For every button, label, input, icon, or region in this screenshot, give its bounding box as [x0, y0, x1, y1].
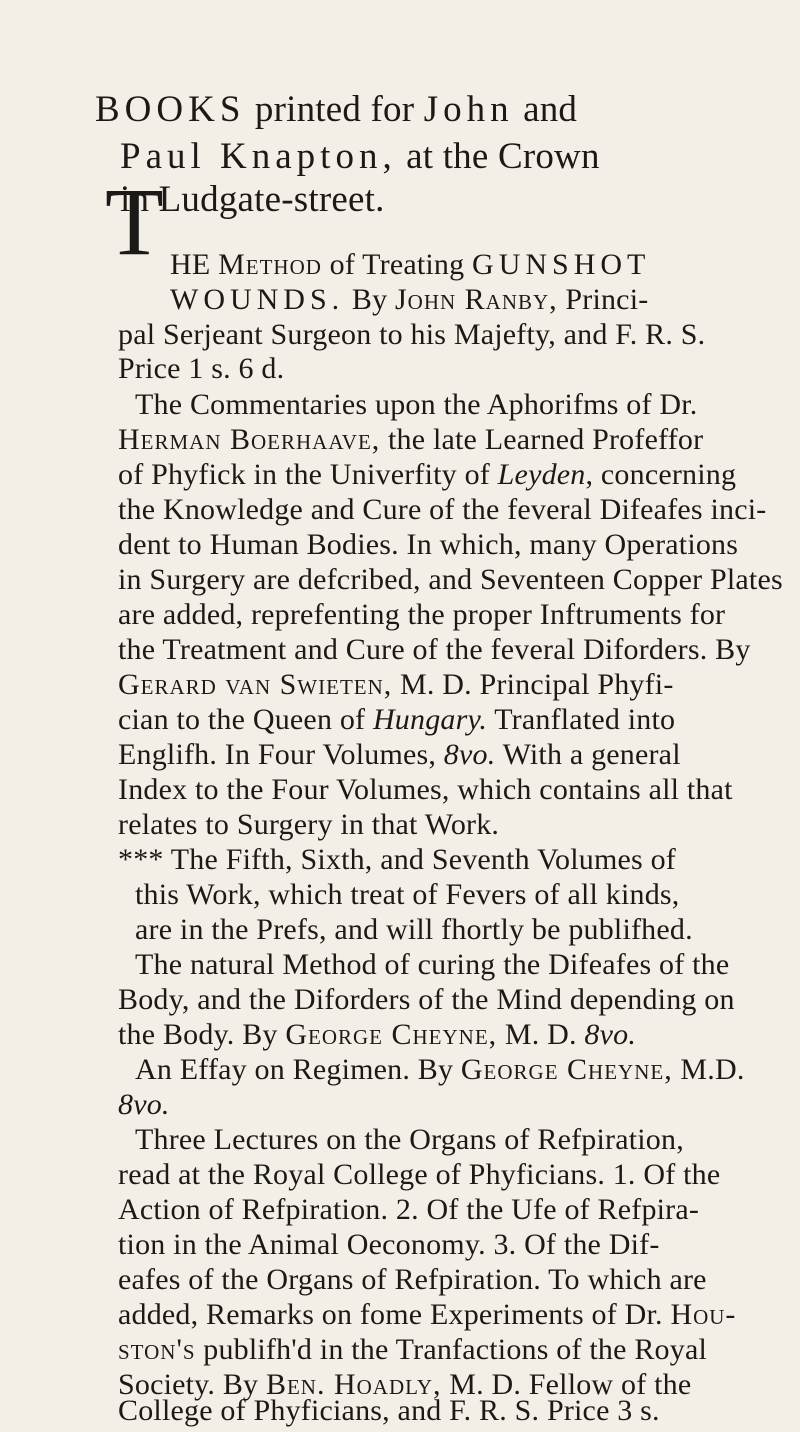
entry-2-line-13: relates to Surgery in that Work.: [118, 808, 500, 841]
entry-2-line-9: Gerard van Swieten, M. D. Principal Phyfi-: [118, 668, 674, 701]
entry-1-line-2: WOUNDS. By John Ranby, Princi-: [170, 283, 649, 316]
entry-5-line-2: read at the Royal College of Phyficians. 1. Of the: [118, 1158, 721, 1191]
header-line-2: Paul Knapton, at the Crown: [120, 136, 600, 177]
entry-5-line-4: tion in the Animal Oeconomy. 3. Of the Dif-: [118, 1228, 660, 1261]
entry-4-line-2: 8vo.: [118, 1088, 170, 1121]
entry-2-note-line-2: this Work, which treat of Fevers of all kinds,: [135, 878, 680, 911]
entry-2-note-line-3: are in the Prefs, and will fhortly be publifhed.: [135, 913, 693, 946]
entry-2-line-5: dent to Human Bodies. In which, many Operations: [118, 528, 739, 561]
entry-1-line-1: HE Method of Treating GUNSHOT: [170, 248, 651, 281]
header-line-1: BOOKS printed for John and: [95, 89, 578, 130]
entry-2-line-8: the Treatment and Cure of the feveral Diforders. By: [118, 633, 751, 666]
entry-4-line-1: An Effay on Regimen. By George Cheyne, M.D.: [135, 1053, 745, 1086]
entry-2-note-line-1: *** The Fifth, Sixth, and Seventh Volumes of: [118, 843, 676, 876]
entry-5-line-8: Society. By Ben. Hoadly, M. D. Fellow of the: [118, 1368, 692, 1401]
entry-2-line-12: Index to the Four Volumes, which contains all that: [118, 773, 733, 806]
entry-2-line-4: the Knowledge and Cure of the feveral Difeafes inci-: [118, 493, 767, 526]
entry-5-line-1: Three Lectures on the Organs of Refpiration,: [135, 1123, 684, 1156]
entry-5-line-3: Action of Refpiration. 2. Of the Ufe of Refpira-: [118, 1193, 700, 1226]
entry-2-line-6: in Surgery are defcribed, and Seventeen Copper Plates: [118, 563, 783, 596]
entry-5-line-7: ston's publifh'd in the Tranfactions of the Royal: [118, 1333, 707, 1366]
entry-5-line-9: College of Phyficians, and F. R. S. Price 3 s.: [118, 1394, 660, 1427]
entry-2-line-7: are added, reprefenting the proper Inftruments for: [118, 598, 726, 631]
entry-3-line-2: Body, and the Diforders of the Mind depending on: [118, 983, 735, 1016]
entry-3-line-1: The natural Method of curing the Difeafes of the: [135, 948, 730, 981]
entry-2-line-3: of Phyfick in the Univerfity of Leyden, concerning: [118, 458, 737, 491]
entry-2-line-1: The Commentaries upon the Aphorifms of Dr.: [135, 388, 698, 421]
entry-5-line-5: eafes of the Organs of Refpiration. To which are: [118, 1263, 707, 1296]
drop-cap: T: [105, 168, 164, 275]
entry-1-line-3: pal Serjeant Surgeon to his Majefty, and F. R. S.: [118, 318, 706, 351]
header-line-3: in Ludgate-street.: [120, 179, 385, 220]
entry-2-line-2: Herman Boerhaave, the late Learned Profeffor: [118, 423, 704, 456]
entry-1-line-4: Price 1 s. 6 d.: [118, 352, 285, 385]
entry-2-line-10: cian to the Queen of Hungary. Tranflated into: [118, 703, 676, 736]
entry-3-line-3: the Body. By George Cheyne, M. D. 8vo.: [118, 1018, 637, 1051]
entry-5-line-6: added, Remarks on fome Experiments of Dr. Hou-: [118, 1298, 737, 1331]
entry-2-line-11: Englifh. In Four Volumes, 8vo. With a general: [118, 738, 681, 771]
